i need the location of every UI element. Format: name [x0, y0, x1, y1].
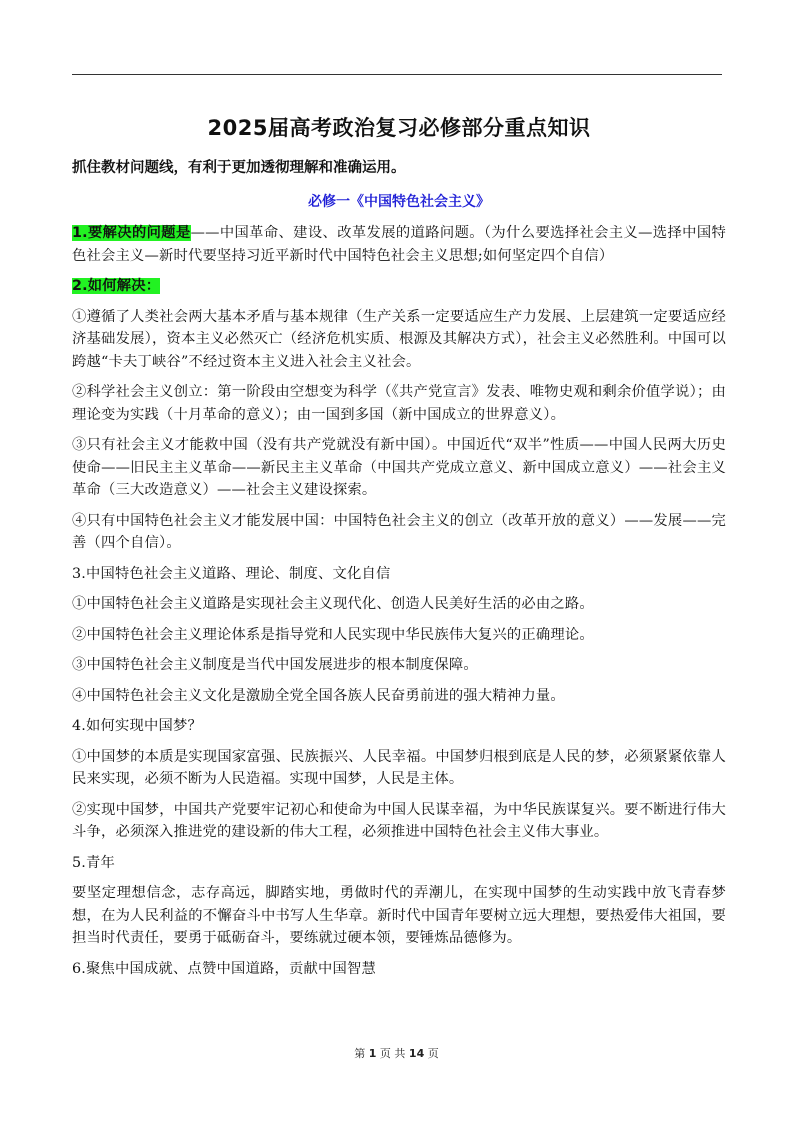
page-footer [0, 1045, 793, 1061]
highlight-label: 1.要解决的问题是 [72, 225, 191, 241]
paragraph: ②实现中国梦，中国共产党要牢记初心和使命为中国人民谋幸福，为中华民族谋复兴。要不断进行伟大斗争，必须深入推进党的建设新的伟大工程，必须推进中国特色社会主义伟大事业。 [72, 801, 726, 840]
paragraph: ①中国梦的本质是实现国家富强、民族振兴、人民幸福。中国梦归根到底是人民的梦，必须紧紧依靠人民来实现，必须不断为人民造福。实现中国梦，人民是主体。 [72, 748, 726, 787]
paragraph-how [72, 275, 726, 298]
heading-4: 4.如何实现中国梦？ [72, 718, 203, 734]
paragraph: ④中国特色社会主义文化是激励全党全国各族人民奋勇前进的强大精神力量。 [72, 687, 565, 704]
paragraph: ④只有中国特色社会主义才能发展中国：中国特色社会主义的创立（改革开放的意义）——发展——完善（四个自信）。 [72, 512, 726, 551]
paragraph-problem [72, 222, 726, 267]
footer-suffix: 页 [427, 1047, 439, 1060]
footer-middle: 页 共 [379, 1047, 406, 1060]
document-title: 2025届高考政治复习必修部分重点知识 [207, 116, 591, 140]
paragraph: ③中国特色社会主义制度是当代中国发展进步的根本制度保障。 [72, 657, 478, 673]
paragraph-text: ——中国革命、建设、改革发展的道路问题。（为什么要选择社会主义—选择中国特色社会主义—新时代要坚持习近平新时代中国特色社会主义思想;如何坚定四个自信） [72, 225, 726, 264]
header-rule [72, 74, 722, 75]
paragraph: ③只有社会主义才能救中国（没有共产党就没有新中国）。中国近代“双半”性质——中国人民两大历史使命——旧民主主义革命——新民主主义革命（中国共产党成立意义、新中国成立意义）——社会主义革命（三大改造意义）——社会主义建设探索。 [72, 437, 726, 498]
document-body [72, 112, 726, 988]
paragraph: ②中国特色社会主义理论体系是指导党和人民实现中华民族伟大复兴的正确理论。 [72, 626, 594, 643]
paragraph: ①中国特色社会主义道路是实现社会主义现代化、创造人民美好生活的必由之路。 [72, 596, 594, 612]
paragraph: ②科学社会主义创立：第一阶段由空想变为科学（《共产党宣言》发表、唯物史观和剩余价值学说）；由理论变为实践（十月革命的意义）；由一国到多国（新中国成立的世界意义）。 [72, 384, 726, 423]
lead-text: 抓住教材问题线，有利于更加透彻理解和准确运用。 [72, 160, 406, 176]
heading-3: 3.中国特色社会主义道路、理论、制度、文化自信 [72, 565, 391, 582]
heading-5: 5.青年 [72, 854, 116, 871]
footer-prefix: 第 [354, 1047, 366, 1060]
section-title: 必修一《中国特色社会主义》 [308, 194, 490, 210]
highlight-label: 2.如何解决： [72, 278, 161, 294]
heading-6: 6.聚焦中国成就、点赞中国道路，贡献中国智慧 [72, 960, 376, 977]
page-number: 1 [368, 1047, 377, 1060]
paragraph: 要坚定理想信念，志存高远，脚踏实地，勇做时代的弄潮儿，在实现中国梦的生动实践中放飞青春梦想，在为人民利益的不懈奋斗中书写人生华章。新时代中国青年要树立远大理想，要热爱伟大祖国，要担当时代责任，要勇于砥砺奋斗，要练就过硬本领，要锤炼品德修为。 [72, 885, 726, 946]
paragraph: ①遵循了人类社会两大基本矛盾与基本规律（生产关系一定要适应生产力发展、上层建筑一定要适应经济基础发展），资本主义必然灭亡（经济危机实质、根源及其解决方式），社会主义必然胜利。中国可以跨越“卡夫丁峡谷”不经过资本主义进入社会主义社会。 [72, 308, 726, 370]
page-total: 14 [408, 1047, 425, 1060]
